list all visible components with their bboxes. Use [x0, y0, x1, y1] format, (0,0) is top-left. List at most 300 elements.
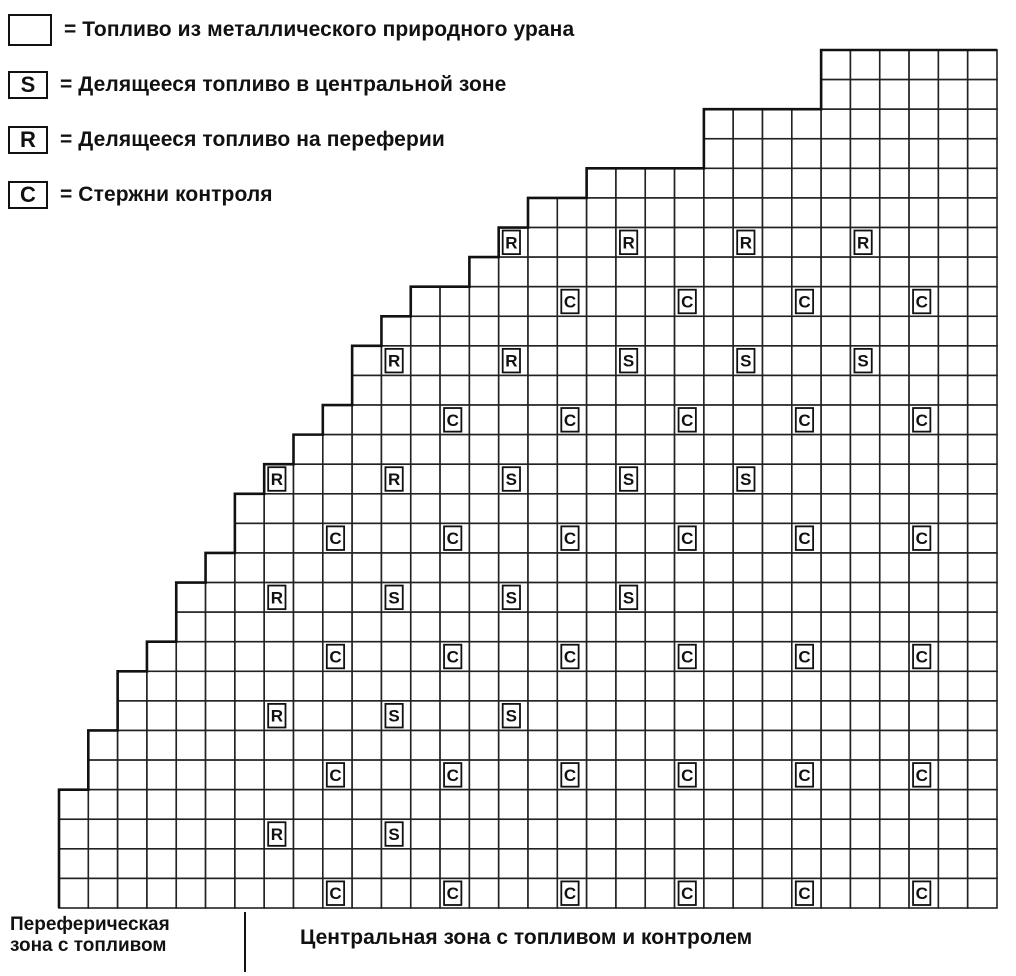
grid-cell: [616, 375, 645, 405]
grid-cell: [206, 642, 235, 672]
grid-cell: [147, 849, 176, 879]
grid-cell: [850, 612, 879, 642]
grid-cell: [557, 790, 586, 820]
grid-cell: [499, 671, 528, 701]
grid-cell: [147, 819, 176, 849]
grid-cell: [704, 819, 733, 849]
grid-cell: [880, 819, 909, 849]
grid-cell: [88, 790, 117, 820]
grid-cell: [469, 583, 498, 613]
grid-cell: [909, 790, 938, 820]
grid-cell: [557, 316, 586, 346]
grid-cell: [675, 316, 704, 346]
grid-cell: [323, 671, 352, 701]
grid-cell: [352, 701, 381, 731]
grid-cell: [792, 671, 821, 701]
grid-cell: [938, 198, 967, 228]
grid-cell: [440, 612, 469, 642]
grid-cell: [528, 849, 557, 879]
grid-cell: [411, 435, 440, 465]
grid-cell: [675, 375, 704, 405]
grid-cell: [880, 228, 909, 258]
cell-marker-s: S: [622, 351, 635, 371]
cell-marker-c: C: [563, 410, 577, 430]
grid-cell: [176, 878, 205, 908]
grid-cell: [880, 730, 909, 760]
grid-cell: [352, 790, 381, 820]
cell-marker-r: R: [270, 825, 283, 845]
legend-text-peripheral-fissile: = Делящееся топливо на переферии: [60, 128, 445, 151]
grid-cell: [880, 50, 909, 80]
grid-cell: [323, 583, 352, 613]
grid-cell: [411, 701, 440, 731]
grid-cell: [968, 287, 997, 317]
grid-cell: [792, 139, 821, 169]
grid-cell: [968, 819, 997, 849]
grid-cell: [645, 583, 674, 613]
grid-cell: [792, 849, 821, 879]
grid-cell: [411, 730, 440, 760]
grid-cell: [763, 671, 792, 701]
grid-cell: [352, 435, 381, 465]
grid-cell: [176, 642, 205, 672]
grid-cell: [352, 849, 381, 879]
grid-cell: [528, 257, 557, 287]
grid-cell: [880, 523, 909, 553]
grid-cell: [645, 671, 674, 701]
grid-cell: [938, 523, 967, 553]
grid-cell: [411, 878, 440, 908]
grid-cell: [938, 375, 967, 405]
grid-cell: [264, 878, 293, 908]
grid-cell: [850, 494, 879, 524]
grid-cell: [763, 435, 792, 465]
grid-cell: [557, 346, 586, 376]
cell-marker-c: C: [563, 647, 577, 667]
grid-cell: [733, 671, 762, 701]
grid-cell: [821, 730, 850, 760]
grid-cell: [499, 375, 528, 405]
grid-cell: [909, 671, 938, 701]
grid-cell: [821, 109, 850, 139]
grid-cell: [968, 849, 997, 879]
grid-cell: [675, 583, 704, 613]
cell-marker-c: C: [563, 884, 577, 904]
cell-marker-c: C: [446, 529, 459, 549]
grid-cell: [587, 583, 616, 613]
grid-cell: [968, 583, 997, 613]
grid-cell: [733, 523, 762, 553]
cell-marker-c: C: [681, 410, 694, 430]
legend-text-control-rods: = Стержни контроля: [60, 183, 273, 206]
grid-cell: [704, 849, 733, 879]
cell-marker-c: C: [681, 884, 694, 904]
grid-cell: [880, 849, 909, 879]
grid-cell: [528, 642, 557, 672]
cell-marker-c: C: [798, 292, 811, 312]
grid-cell: [968, 346, 997, 376]
grid-cell: [968, 80, 997, 110]
grid-cell: [381, 375, 410, 405]
grid-cell: [264, 730, 293, 760]
grid-cell: [352, 819, 381, 849]
grid-cell: [733, 819, 762, 849]
caption-divider: [244, 912, 246, 972]
grid-cell: [675, 257, 704, 287]
grid-cell: [381, 671, 410, 701]
grid-cell: [59, 849, 88, 879]
grid-cell: [792, 790, 821, 820]
grid-cell: [733, 849, 762, 879]
grid-cell: [821, 612, 850, 642]
legend-text-central-fissile: = Делящееся топливо в центральной зоне: [60, 73, 507, 96]
grid-cell: [528, 346, 557, 376]
grid-cell: [645, 553, 674, 583]
grid-cell: [411, 553, 440, 583]
grid-cell: [616, 612, 645, 642]
grid-cell: [323, 730, 352, 760]
grid-cell: [821, 405, 850, 435]
grid-cell: [938, 849, 967, 879]
cell-marker-c: C: [563, 765, 577, 785]
grid-cell: [850, 405, 879, 435]
cell-marker-c: C: [681, 647, 694, 667]
grid-cell: [733, 198, 762, 228]
grid-cell: [557, 819, 586, 849]
grid-cell: [440, 701, 469, 731]
grid-cell: [528, 494, 557, 524]
grid-cell: [645, 257, 674, 287]
grid-cell: [821, 671, 850, 701]
grid-cell: [528, 228, 557, 258]
grid-cell: [469, 553, 498, 583]
grid-cell: [909, 849, 938, 879]
grid-cell: [294, 642, 323, 672]
grid-cell: [763, 819, 792, 849]
grid-cell: [616, 168, 645, 198]
grid-cell: [528, 671, 557, 701]
grid-cell: [469, 257, 498, 287]
grid-cell: [118, 730, 147, 760]
grid-cell: [733, 701, 762, 731]
grid-cell: [235, 583, 264, 613]
grid-cell: [499, 523, 528, 553]
grid-cell: [733, 109, 762, 139]
cell-marker-c: C: [446, 647, 459, 667]
grid-cell: [821, 375, 850, 405]
grid-cell: [411, 819, 440, 849]
cell-marker-r: R: [856, 233, 870, 253]
grid-cell: [587, 790, 616, 820]
grid-cell: [763, 228, 792, 258]
grid-cell: [704, 257, 733, 287]
grid-cell: [880, 257, 909, 287]
grid-cell: [763, 553, 792, 583]
grid-cell: [499, 642, 528, 672]
grid-cell: [733, 553, 762, 583]
grid-cell: [704, 109, 733, 139]
grid-cell: [411, 760, 440, 790]
grid-cell: [323, 612, 352, 642]
grid-cell: [880, 109, 909, 139]
grid-cell: [909, 464, 938, 494]
grid-cell: [880, 198, 909, 228]
grid-cell: [235, 523, 264, 553]
caption-peripheral-line1: Переферическая: [10, 914, 170, 935]
grid-cell: [792, 494, 821, 524]
grid-cell: [968, 198, 997, 228]
grid-cell: [411, 287, 440, 317]
grid-cell: [323, 435, 352, 465]
grid-cell: [792, 375, 821, 405]
grid-cell: [616, 494, 645, 524]
grid-cell: [675, 671, 704, 701]
grid-cell: [763, 583, 792, 613]
grid-cell: [557, 435, 586, 465]
grid-cell: [909, 553, 938, 583]
cell-marker-s: S: [740, 470, 752, 489]
cell-marker-s: S: [505, 470, 518, 489]
grid-cell: [264, 553, 293, 583]
grid-cell: [118, 878, 147, 908]
grid-cell: [968, 553, 997, 583]
grid-cell: [264, 612, 293, 642]
grid-cell: [147, 760, 176, 790]
grid-cell: [909, 139, 938, 169]
grid-cell: [704, 583, 733, 613]
grid-cell: [938, 553, 967, 583]
grid-cell: [909, 257, 938, 287]
cell-marker-c: C: [915, 292, 928, 312]
grid-cell: [968, 523, 997, 553]
grid-cell: [909, 435, 938, 465]
grid-cell: [118, 671, 147, 701]
grid-cell: [821, 50, 850, 80]
grid-cell: [381, 523, 410, 553]
grid-cell: [294, 435, 323, 465]
grid-cell: [880, 494, 909, 524]
grid-cell: [440, 849, 469, 879]
cell-marker-r: R: [387, 351, 401, 371]
grid-cell: [294, 790, 323, 820]
grid-cell: [880, 139, 909, 169]
grid-cell: [938, 671, 967, 701]
grid-cell: [763, 346, 792, 376]
grid-cell: [968, 257, 997, 287]
grid-cell: [499, 494, 528, 524]
cell-marker-r: R: [270, 588, 283, 608]
grid-cell: [587, 494, 616, 524]
grid-cell: [850, 435, 879, 465]
cell-marker-c: C: [681, 529, 694, 549]
grid-cell: [88, 878, 117, 908]
grid-cell: [909, 346, 938, 376]
grid-cell: [645, 168, 674, 198]
grid-cell: [850, 198, 879, 228]
cell-marker-r: R: [270, 470, 283, 489]
grid-cell: [147, 671, 176, 701]
grid-cell: [528, 790, 557, 820]
grid-cell: [968, 642, 997, 672]
grid-cell: [499, 849, 528, 879]
grid-cell: [880, 583, 909, 613]
grid-cell: [792, 730, 821, 760]
grid-cell: [968, 375, 997, 405]
grid-cell: [499, 257, 528, 287]
grid-cell: [938, 109, 967, 139]
grid-cell: [499, 730, 528, 760]
grid-cell: [792, 553, 821, 583]
grid-cell: [763, 730, 792, 760]
grid-cell: [968, 464, 997, 494]
grid-cell: [880, 435, 909, 465]
grid-cell: [88, 730, 117, 760]
grid-cell: [440, 494, 469, 524]
grid-cell: [850, 790, 879, 820]
cell-marker-c: C: [563, 292, 577, 312]
grid-cell: [528, 730, 557, 760]
cell-marker-c: C: [798, 884, 811, 904]
grid-cell: [528, 583, 557, 613]
grid-cell: [763, 257, 792, 287]
grid-cell: [880, 878, 909, 908]
grid-cell: [469, 316, 498, 346]
grid-cell: [763, 168, 792, 198]
grid-cell: [968, 790, 997, 820]
grid-cell: [704, 316, 733, 346]
grid-cell: [850, 642, 879, 672]
cell-marker-c: C: [446, 884, 459, 904]
grid-cell: [469, 405, 498, 435]
grid-cell: [587, 553, 616, 583]
cell-marker-c: C: [446, 410, 459, 430]
cell-marker-c: C: [329, 529, 342, 549]
grid-cell: [968, 168, 997, 198]
grid-cell: [352, 730, 381, 760]
grid-cell: [821, 316, 850, 346]
grid-cell: [792, 819, 821, 849]
grid-cell: [587, 375, 616, 405]
grid-cell: [469, 523, 498, 553]
grid-cell: [850, 464, 879, 494]
cell-marker-c: C: [915, 647, 928, 667]
grid-cell: [235, 790, 264, 820]
grid-cell: [440, 464, 469, 494]
grid-cell: [528, 464, 557, 494]
grid-cell: [587, 760, 616, 790]
grid-cell: [645, 612, 674, 642]
grid-cell: [616, 760, 645, 790]
grid-cell: [616, 405, 645, 435]
grid-cell: [645, 730, 674, 760]
grid-cell: [557, 553, 586, 583]
grid-cell: [235, 494, 264, 524]
grid-cell: [147, 730, 176, 760]
grid-cell: [323, 494, 352, 524]
grid-cell: [557, 671, 586, 701]
grid-cell: [763, 701, 792, 731]
grid-cell: [704, 760, 733, 790]
grid-cell: [968, 878, 997, 908]
grid-cell: [968, 671, 997, 701]
grid-cell: [616, 198, 645, 228]
legend-text-natural-uranium: = Топливо из металлического природного урана: [64, 18, 575, 41]
cell-marker-c: C: [915, 884, 928, 904]
grid-cell: [792, 257, 821, 287]
grid-cell: [411, 346, 440, 376]
grid-cell: [118, 849, 147, 879]
grid-cell: [821, 819, 850, 849]
grid-cell: [294, 760, 323, 790]
grid-cell: [557, 583, 586, 613]
grid-cell: [704, 375, 733, 405]
grid-cell: [469, 464, 498, 494]
grid-cell: [440, 375, 469, 405]
grid-cell: [235, 553, 264, 583]
grid-cell: [469, 730, 498, 760]
grid-cell: [938, 80, 967, 110]
grid-cell: [616, 257, 645, 287]
cell-marker-s: S: [857, 351, 869, 371]
grid-cell: [850, 583, 879, 613]
grid-cell: [909, 168, 938, 198]
grid-cell: [938, 257, 967, 287]
grid-cell: [587, 405, 616, 435]
grid-cell: [616, 435, 645, 465]
grid-cell: [323, 553, 352, 583]
grid-cell: [792, 346, 821, 376]
grid-cell: [821, 257, 850, 287]
grid-cell: [821, 346, 850, 376]
grid-cell: [469, 612, 498, 642]
grid-cell: [792, 612, 821, 642]
grid-cell: [206, 701, 235, 731]
grid-cell: [440, 316, 469, 346]
grid-cell: [645, 819, 674, 849]
grid-cell: [645, 701, 674, 731]
grid-cell: [499, 316, 528, 346]
grid-cell: [381, 494, 410, 524]
grid-cell: [850, 50, 879, 80]
grid-cell: [616, 730, 645, 760]
grid-cell: [587, 642, 616, 672]
grid-cell: [469, 671, 498, 701]
grid-cell: [264, 494, 293, 524]
cell-marker-c: C: [681, 765, 694, 785]
grid-cell: [968, 612, 997, 642]
grid-cell: [352, 464, 381, 494]
grid-cell: [763, 109, 792, 139]
grid-cell: [411, 790, 440, 820]
grid-cell: [880, 316, 909, 346]
grid-cell: [528, 553, 557, 583]
grid-cell: [704, 790, 733, 820]
cell-marker-c: C: [563, 529, 577, 549]
grid-cell: [440, 435, 469, 465]
legend-box-r: R: [8, 126, 48, 154]
grid-cell: [352, 878, 381, 908]
grid-cell: [440, 287, 469, 317]
grid-cell: [968, 316, 997, 346]
grid-cell: [645, 346, 674, 376]
grid-cell: [440, 553, 469, 583]
grid-cell: [968, 701, 997, 731]
grid-cell: [645, 760, 674, 790]
grid-cell: [147, 701, 176, 731]
grid-cell: [733, 583, 762, 613]
grid-cell: [880, 80, 909, 110]
grid-cell: [733, 168, 762, 198]
